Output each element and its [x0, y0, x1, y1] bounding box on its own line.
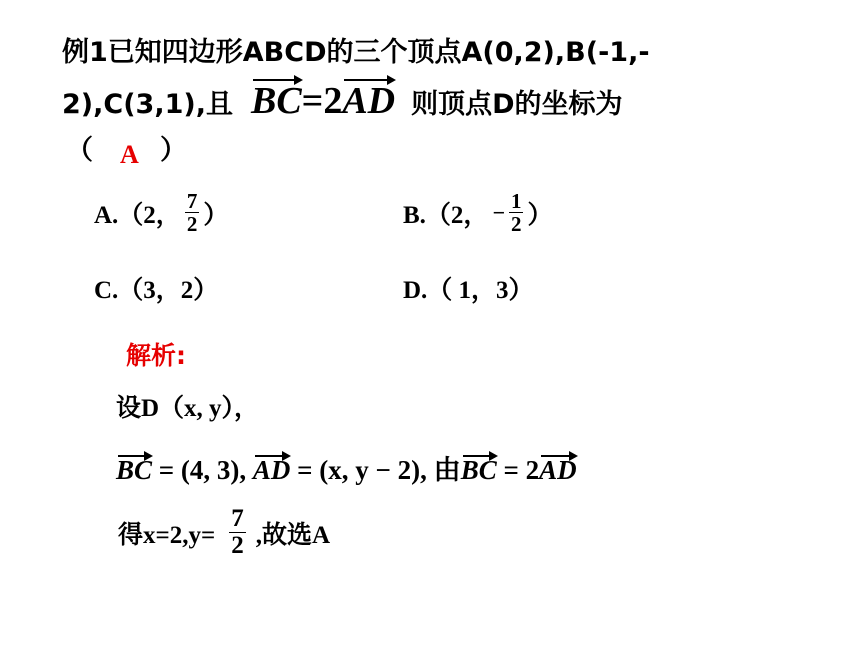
option-a: [94, 190, 228, 235]
solution-line-3: [118, 506, 330, 560]
solution-vector-ad-2: AD: [539, 455, 577, 485]
solution-eq-1: = (4, 3),: [152, 455, 253, 485]
question-line-1: 例1已知四边形ABCD的三个顶点A(0,2),B(-1,-: [62, 37, 650, 68]
solution-eq-2: = (x, y − 2), 由: [290, 455, 461, 485]
solution-denominator: 2: [231, 532, 244, 560]
solution-fraction: [229, 506, 246, 560]
solution-eq-3: = 2: [496, 455, 540, 485]
vector-bc: BC: [250, 80, 302, 122]
equation-coefficient: =2: [301, 80, 343, 122]
option-b-sign: −: [492, 199, 505, 225]
option-b-denominator: 2: [510, 212, 522, 237]
option-a-numerator: 7: [186, 189, 198, 213]
option-b-label: B.（2，: [403, 201, 489, 229]
question-line-2-prefix: 2),C(3,1),且: [62, 88, 233, 120]
solution-vector-ad: AD: [252, 455, 291, 485]
option-b-numerator: 1: [510, 189, 522, 213]
option-d: D.（ 1，3）: [403, 277, 534, 304]
solution-numerator: 7: [231, 505, 244, 532]
solution-line-3-suffix: ,故选A: [255, 521, 331, 549]
option-b-fraction: [509, 190, 524, 235]
option-a-fraction: [185, 190, 200, 235]
solution-line-3-prefix: 得x=2,y=: [118, 521, 216, 549]
option-b: [403, 190, 553, 235]
option-c: C.（3，2）: [94, 277, 219, 304]
option-b-close: ）: [527, 201, 553, 229]
answer-paren-close: ）: [160, 135, 187, 166]
question-line-2: [62, 76, 623, 126]
solution-vector-bc: BC: [116, 455, 153, 485]
solution-heading: 解析:: [126, 341, 186, 370]
answer-paren-open: （: [66, 135, 93, 166]
option-a-close: ）: [203, 201, 229, 229]
solution-vector-bc-2: BC: [460, 455, 497, 485]
solution-line-2: [116, 448, 577, 487]
question-line-2-suffix: 则顶点D的坐标为: [411, 88, 623, 120]
option-a-label: A.（2，: [94, 201, 181, 229]
vector-equation: [251, 79, 395, 123]
option-a-denominator: 2: [186, 212, 198, 237]
vector-ad: AD: [342, 80, 396, 122]
answer-letter: A: [120, 140, 139, 169]
solution-line-1: 设D（x, y），: [116, 395, 260, 422]
